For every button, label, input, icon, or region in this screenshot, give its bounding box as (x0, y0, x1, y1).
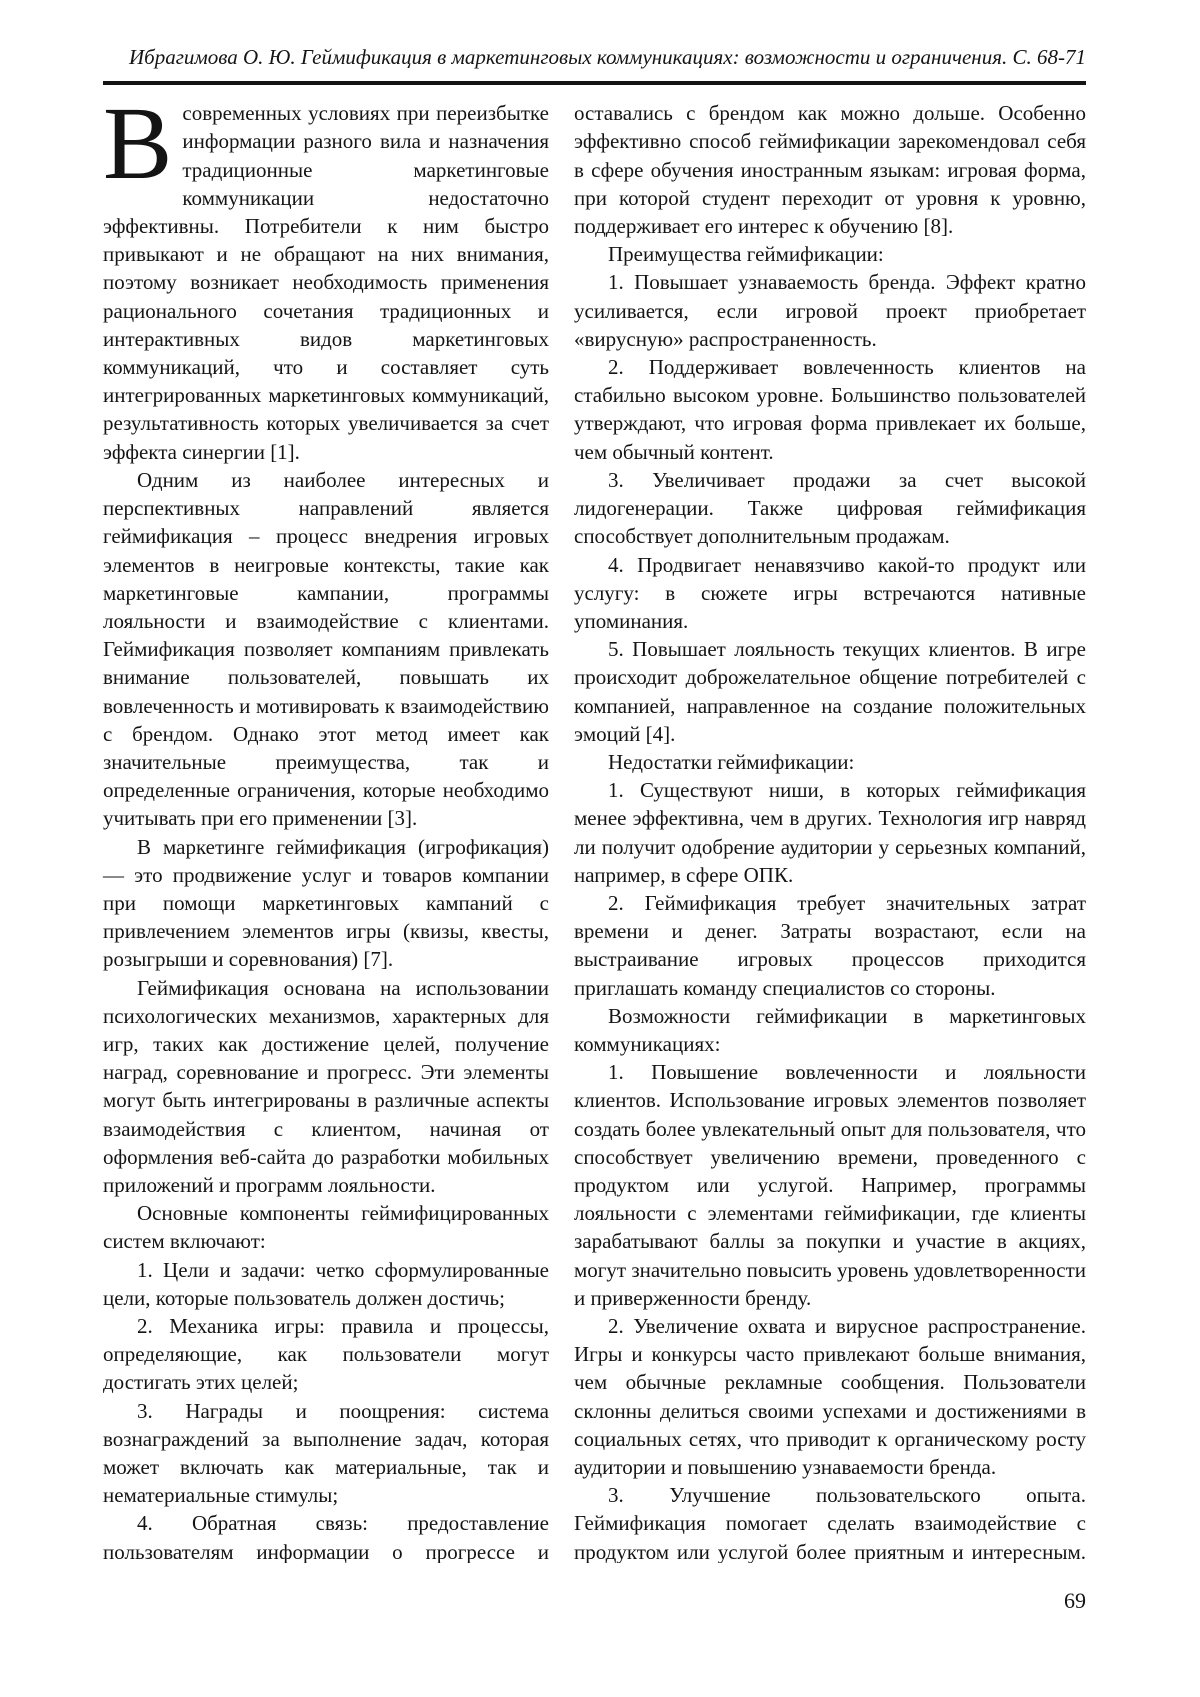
list-item-paragraph: 3. Награды и поощрения: система вознаграждений за выполнение задач, которая может включать как материальные, так и нематериальные стимулы; (103, 1398, 549, 1508)
drop-cap: В (103, 86, 173, 202)
list-item-paragraph: 2. Поддерживает вовлеченность клиентов на стабильно высоком уровне. Большинство пользователей утверждают, что игровая форма привлекает их больше, чем обычный контент. (574, 355, 1086, 464)
running-header: Ибрагимова О. Ю. Геймификация в маркетинговых коммуникациях: возможности и ограничения. С. 68-71 (128, 45, 1086, 69)
left-column (103, 86, 549, 1564)
paragraph: Геймификация основана на использовании психологических механизмов, характерных для игр, таких как достижение целей, получение наград, соревнование и прогресс. Эти элементы могут быть интегрированы в различные аспекты взаимодействия с клиентом, начиная от оформления веб-сайта до разработки мобильных приложений и программ лояльности. (103, 975, 549, 1197)
list-item-paragraph: 2. Механика игры: правила и процессы, определяющие, как пользователи могут достигать этих целей; (103, 1313, 549, 1395)
list-item-paragraph: 3. Увеличивает продажи за счет высокой лидогенерации. Также цифровая геймификация способствует дополнительным продажам. (574, 467, 1086, 549)
paragraph-text: современных условиях при переизбытке информации разного вила и назначения традиционные маркетинговые коммуникации недостаточно эффективны. Потребители к ним быстро привыкают и не обращают на них внимания, поэтому возникает необходимость применения рационального сочетания традиционных и интерактивных видов маркетинговых коммуникаций, что и составляет суть интегрированных маркетинговых коммуникаций, результативность которых увеличивается за счет эффекта синергии [1]. (103, 101, 549, 464)
list-item-paragraph: 1. Повышение вовлеченности и лояльности клиентов. Использование игровых элементов позволяет создать более увлекательный опыт для пользователя, что способствует увеличению времени, проведенного с продуктом или услугой. Например, программы лояльности с элементами геймификации, где клиенты зарабатывают баллы за покупки и участие в акциях, могут значительно повысить уровень удовлетворенности и приверженности бренду. (574, 1060, 1086, 1310)
list-item-paragraph: 2. Геймификация требует значительных затрат времени и денег. Затраты возрастают, если на выстраивание игровых процессов приходится приглашать команду специалистов со стороны. (574, 890, 1086, 1000)
paragraph: Основные компоненты геймифицированных систем включают: (103, 1201, 549, 1254)
list-item-paragraph: 2. Увеличение охвата и вирусное распространение. Игры и конкурсы часто привлекают больше внимания, чем обычные рекламные сообщения. Пользователи склонны делиться своими успехами и достижениями в социальных сетях, что приводит к органическому росту аудитории и повышению узнаваемости бренда. (574, 1313, 1086, 1479)
list-item-paragraph: 1. Существуют ниши, в которых геймификация менее эффективна, чем в других. Технология игр навряд ли получит одобрение аудитории у серьезных компаний, например, в сфере ОПК. (574, 778, 1086, 887)
paragraph: Одним из наиболее интересных и перспективных направлений является геймификация – процесс внедрения игровых элементов в неигровые контексты, такие как маркетинговые кампании, программы лояльности и взаимодействие с клиентами. Геймификация позволяет компаниям привлекать внимание пользователей, повышать их вовлеченность и мотивировать к взаимодействию с брендом. Однако этот метод имеет как значительные преимущества, так и определенные ограничения, которые необходимо учитывать при его применении [3]. (103, 467, 549, 831)
list-item-paragraph: 4. Продвигает ненавязчиво какой-то продукт или услугу: в сюжете игры встречаются нативные упоминания. (574, 552, 1086, 633)
list-item-paragraph: 1. Повышает узнаваемость бренда. Эффект кратно усиливается, если игровой проект приобретает «вирусную» распространенность. (574, 270, 1086, 351)
page-number: 69 (1064, 1588, 1086, 1613)
list-item-paragraph: 5. Повышает лояльность текущих клиентов. В игре происходит доброжелательное общение потребителей с компанией, направленное на создание положительных эмоций [4]. (574, 637, 1086, 746)
list-item-paragraph: 3. Улучшение пользовательского опыта. Геймификация помогает сделать взаимодействие с продуктом или услугой более приятным и интересным. (574, 1483, 1086, 1564)
article-body (0, 85, 1200, 1563)
paragraph: оставались с брендом как можно дольше. Особенно эффективно способ геймификации зарекомендовал себя в сфере обучения иностранным языкам: игровая форма, при которой студент переходит от уровня к уровню, поддерживает его интерес к обучению [8]. (574, 101, 1086, 239)
section-lead-paragraph: Преимущества геймификации: (608, 242, 884, 267)
list-item-paragraph: 1. Цели и задачи: четко сформулированные цели, которые пользователь должен достичь; (103, 1257, 549, 1310)
page-header (0, 0, 1200, 85)
paragraph: В маркетинге геймификация (игрофикация) — это продвижение услуг и товаров компании при помощи маркетинговых кампаний с привлечением элементов игры (квизы, квесты, розыгрыши и соревнования) [7]. (103, 834, 549, 972)
paragraph (103, 86, 549, 466)
right-column (574, 99, 1086, 1563)
section-lead-paragraph: Возможности геймификации в маркетинговых коммуникациях: (574, 1003, 1086, 1056)
list-item-paragraph: 4. Обратная связь: предоставление пользователям информации о прогрессе и (103, 1511, 549, 1564)
section-lead-paragraph: Недостатки геймификации: (608, 749, 855, 774)
